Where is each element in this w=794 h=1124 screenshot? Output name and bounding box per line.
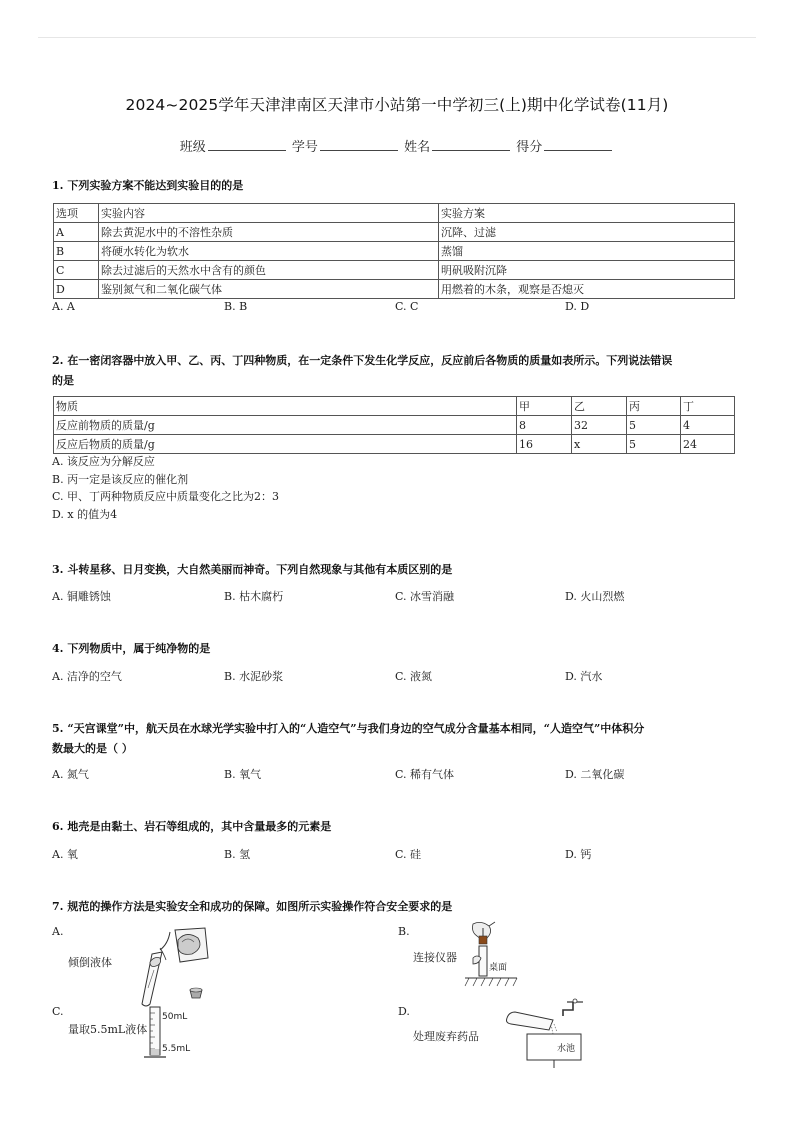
option-a[interactable]: A. A xyxy=(52,300,75,313)
table-cell: 明矾吸附沉降 xyxy=(439,261,735,280)
option-c-caption: 量取5.5mL液体 xyxy=(68,1023,148,1036)
table-cell: x xyxy=(572,435,627,454)
option-c-letter[interactable]: C. xyxy=(52,1005,64,1018)
page-title: 2024~2025学年天津津南区天津市小站第一中学初三(上)期中化学试卷(11月) xyxy=(125,96,669,114)
desk-hatch xyxy=(465,978,517,986)
option-c[interactable]: C. 冰雪消融 xyxy=(395,590,455,603)
question-2-options xyxy=(52,453,279,523)
question-6-options xyxy=(52,846,742,862)
table-cell: 4 xyxy=(681,416,735,435)
table-header-row xyxy=(54,397,735,416)
table-cell: C xyxy=(54,261,99,280)
option-b[interactable]: B. 枯木腐朽 xyxy=(224,590,284,603)
student-info-line xyxy=(0,136,794,155)
table-cell: 32 xyxy=(572,416,627,435)
option-d-letter[interactable]: D. xyxy=(398,1005,410,1018)
option-d[interactable]: D. x 的值为4 xyxy=(52,507,118,521)
stopper-icon xyxy=(190,988,202,998)
table-cell: 反应前物质的质量/g xyxy=(54,416,517,435)
table-row xyxy=(54,223,735,242)
test-tube-icon xyxy=(473,946,487,976)
table-cell: 丁 xyxy=(681,397,735,416)
option-d[interactable]: D. 汽水 xyxy=(565,670,603,683)
table-row xyxy=(54,416,735,435)
question-1-options xyxy=(52,300,742,316)
option-d[interactable]: D. 二氧化碳 xyxy=(565,768,625,781)
number-field[interactable] xyxy=(320,139,398,151)
table-cell: 用燃着的木条，观察是否熄灭 xyxy=(439,280,735,299)
option-b[interactable]: B. 氧气 xyxy=(224,768,262,781)
option-a[interactable]: A. 氮气 xyxy=(52,768,89,781)
question-2-stem-line2: 的是 xyxy=(52,374,74,387)
table-cell: 丙 xyxy=(627,397,681,416)
table-cell: D xyxy=(54,280,99,299)
question-5-stem-line2: 数最大的是（ ） xyxy=(52,742,133,755)
question-3-options xyxy=(52,588,742,604)
table-cell: 实验内容 xyxy=(99,204,439,223)
option-b[interactable]: B. 水泥砂浆 xyxy=(224,670,284,683)
class-field[interactable] xyxy=(208,139,286,151)
question-2-stem-line1: 2. 在一密闭容器中放入甲、乙、丙、丁四种物质，在一定条件下发生化学反应，反应前后各物质的质量如表所示。下列说法错误 xyxy=(52,354,673,367)
test-tube-icon xyxy=(507,1012,554,1030)
class-label: 班级 xyxy=(179,140,206,155)
option-a[interactable]: A. 氧 xyxy=(52,848,78,861)
question-6-stem: 6. 地壳是由黏土、岩石等组成的，其中含量最多的元素是 xyxy=(52,820,332,833)
option-d[interactable]: D. 火山烈燃 xyxy=(565,590,625,603)
sink-label: 水池 xyxy=(557,1044,576,1054)
option-a[interactable]: A. 该反应为分解反应 xyxy=(52,455,155,468)
option-a[interactable]: A. 洁净的空气 xyxy=(52,670,122,683)
question-1-table xyxy=(53,203,735,299)
faucet-icon xyxy=(563,999,583,1016)
option-c[interactable]: C. 甲、丁两种物质反应中质量变化之比为2：3 xyxy=(52,490,280,503)
option-d[interactable]: D. 钙 xyxy=(565,848,592,861)
question-5-options xyxy=(52,766,742,782)
option-b-letter[interactable]: B. xyxy=(398,925,410,938)
desk-label: 桌面 xyxy=(489,963,508,973)
option-a-caption: 倾倒液体 xyxy=(68,956,112,969)
table-cell: 16 xyxy=(517,435,572,454)
number-label: 学号 xyxy=(291,140,318,155)
name-label: 姓名 xyxy=(404,140,431,155)
graduated-cylinder-illustration xyxy=(140,1005,210,1059)
table-cell: 8 xyxy=(517,416,572,435)
table-cell: 蒸馏 xyxy=(439,242,735,261)
table-cell: 将硬水转化为软水 xyxy=(99,242,439,261)
question-5-stem-line1: 5. “天宫课堂”中，航天员在水球光学实验中打入的“人造空气”与我们身边的空气成分含量基本相同，“人造空气”中体积分 xyxy=(52,722,645,735)
table-cell: 除去黄泥水中的不溶性杂质 xyxy=(99,223,439,242)
table-row xyxy=(54,280,735,299)
table-cell: 5 xyxy=(627,416,681,435)
question-4-options xyxy=(52,668,742,684)
pour-liquid-illustration xyxy=(120,918,220,1008)
option-d[interactable]: D. D xyxy=(565,300,590,313)
option-c[interactable]: C. C xyxy=(395,300,419,313)
table-row xyxy=(54,435,735,454)
cylinder-capacity-label: 50mL xyxy=(162,1012,188,1022)
question-4-stem: 4. 下列物质中，属于纯净物的是 xyxy=(52,642,211,655)
reagent-bottle-icon xyxy=(160,928,208,962)
table-cell: A xyxy=(54,223,99,242)
score-field[interactable] xyxy=(544,139,612,151)
table-cell: 5 xyxy=(627,435,681,454)
table-cell: 乙 xyxy=(572,397,627,416)
table-cell: 反应后物质的质量/g xyxy=(54,435,517,454)
table-header-row xyxy=(54,204,735,223)
option-b[interactable]: B. 氢 xyxy=(224,848,251,861)
table-row xyxy=(54,261,735,280)
option-c[interactable]: C. 液氮 xyxy=(395,670,433,683)
table-cell: B xyxy=(54,242,99,261)
option-b[interactable]: B. B xyxy=(224,300,248,313)
table-cell: 甲 xyxy=(517,397,572,416)
table-cell: 除去过滤后的天然水中含有的颜色 xyxy=(99,261,439,280)
option-c[interactable]: C. 硅 xyxy=(395,848,422,861)
table-row xyxy=(54,242,735,261)
table-cell: 实验方案 xyxy=(439,204,735,223)
waste-disposal-illustration xyxy=(505,998,600,1070)
option-b[interactable]: B. 丙一定是该反应的催化剂 xyxy=(52,472,189,486)
option-c[interactable]: C. 稀有气体 xyxy=(395,768,455,781)
question-3-stem: 3. 斗转星移、日月变换，大自然美丽而神奇。下列自然现象与其他有本质区别的是 xyxy=(52,563,453,576)
table-cell: 物质 xyxy=(54,397,517,416)
question-2-table xyxy=(53,396,735,454)
option-d-caption: 处理废弃药品 xyxy=(413,1030,479,1043)
table-cell: 选项 xyxy=(54,204,99,223)
question-5-stem xyxy=(52,719,742,759)
table-cell: 24 xyxy=(681,435,735,454)
table-cell: 鉴别氮气和二氧化碳气体 xyxy=(99,280,439,299)
name-field[interactable] xyxy=(432,139,510,151)
option-a-letter[interactable]: A. xyxy=(52,925,64,938)
table-cell: 沉降、过滤 xyxy=(439,223,735,242)
header-rule xyxy=(38,37,756,38)
pouring-stream xyxy=(551,1024,557,1034)
option-b-caption: 连接仪器 xyxy=(413,951,457,964)
test-tube-icon xyxy=(142,952,162,1006)
connect-apparatus-illustration xyxy=(455,918,525,998)
score-label: 得分 xyxy=(516,140,543,155)
option-a[interactable]: A. 铜雕锈蚀 xyxy=(52,590,111,603)
question-7-stem: 7. 规范的操作方法是实验安全和成功的保障。如图所示实验操作符合安全要求的是 xyxy=(52,900,453,913)
question-2-stem xyxy=(52,351,742,391)
cylinder-volume-label: 5.5mL xyxy=(162,1044,191,1054)
question-1-stem: 1. 下列实验方案不能达到实验目的的是 xyxy=(52,179,244,192)
